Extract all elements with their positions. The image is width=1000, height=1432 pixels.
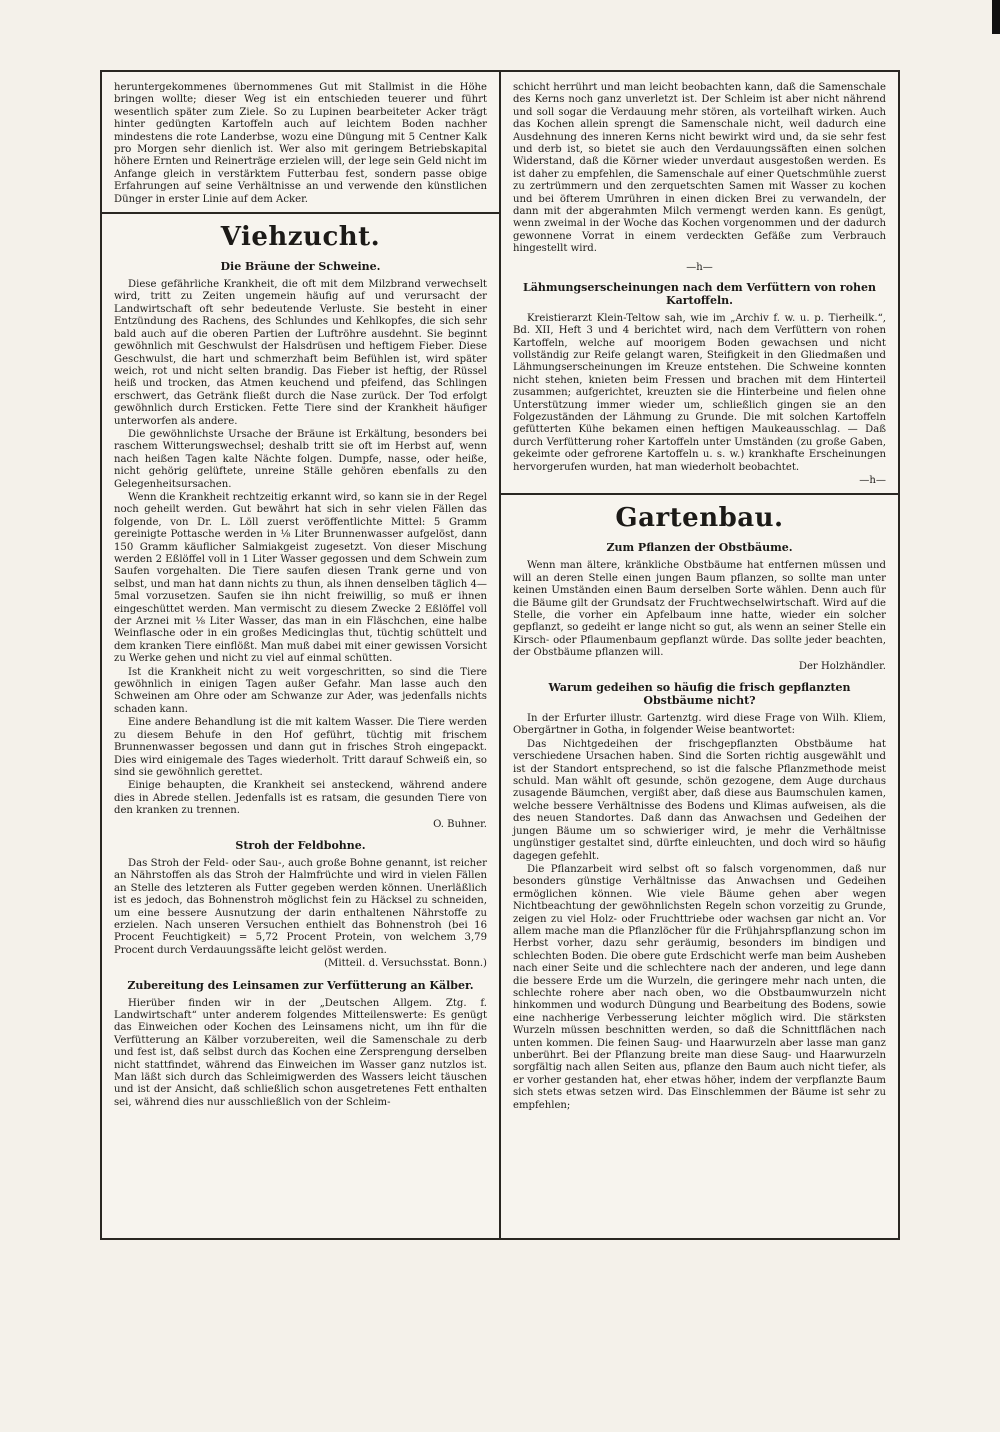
article-paragraph: Ist die Krankheit nicht zu weit vorgeschritten, so sind die Tiere gewöhnlich in einigen Tagen außer Gefahr. Man lasse auch den Schweinen am Ohre oder am Schwanze zur Ader, was jedenfalls nichts schaden kann. <box>114 666 487 715</box>
article-paragraph: Einige behaupten, die Krankheit sei ansteckend, während andere dies in Abrede stellen. Jedenfalls ist es ratsam, die gesunden Tiere von den kranken zu trennen. <box>114 780 487 817</box>
article-paragraph: Wenn die Krankheit rechtzeitig erkannt wird, so kann sie in der Regel noch geheilt werden. Gut bewährt hat sich in sehr vielen Fällen das folgende, von Dr. L. Löll zuerst veröffentlichte Mittel: 5 Gramm gereinigte Pottasche werden in ⅛ Liter Brunnenwasser aufgelöst, dann 150 Gramm käuflicher Salmiakgeist zugesetzt. Von dieser Mischung werden 2 Eßlöffel voll in 1 Liter Wasser gegossen und dem Schwein zum Saufen vorgehalten. Die Tiere saufen diesen Trank gerne und von selbst, und man hat dann nichts zu thun, als ihnen denselben täglich 4—5mal vorzusetzen. Saufen sie ihn nicht freiwillig, so muß er ihnen eingeschüttet werden. Man vermischt zu diesem Zwecke 2 Eßlöffel voll der Arznei mit ⅛ Liter Wasser, das man in ein Fläschchen, eine halbe Weinflasche oder in ein großes Medicinglas thut, tüchtig schüttelt und dem kranken Tiere einflößt. Man muß dabei mit einer gewissen Vorsicht zu Werke gehen und nicht zu viel auf einmal schütten. <box>114 491 488 665</box>
author-signature: —h— <box>859 474 886 486</box>
article-paragraph: Eine andere Behandlung ist die mit kaltem Wasser. Die Tiere werden zu diesem Behufe in den Hof geführt, tüchtig mit frischem Brunnenwasser begossen und dann gut in frisches Stroh eingepackt. Dies wird einigemale des Tages wiederholt. Tritt darauf Schweiß ein, so sind sie gewöhnlich gerettet. <box>114 717 487 778</box>
continued-paragraph: heruntergekommenes übernommenes Gut mit Stallmist in die Höhe bringen wollte; dieser Weg ist ein entschieden teuerer und führt wesentlich später zum Ziele. So zu Lupinen bearbeiteter Acker trägt hinter gedüngten Kartoffeln auch auf leichtem Boden nachher mindestens die rote Landerbse, wozu eine Düngung mit 5 Centner Kalk pro Morgen sehr dienlich ist. Wer also mit geringem Betriebskapital höhere Ernten und Reinerträge erzielen will, der lege sein Geld nicht im Anfange gleich in verstärktem Futterbau fest, sondern passe obige Erfahrungen auf seine Verhältnisse an und verwende den künstlichen Dünger in erster Linie auf dem Acker. <box>114 82 487 205</box>
article-paragraph: Das Stroh der Feld- oder Sau-, auch große Bohne genannt, ist reicher an Nährstoffen als das Stroh der Halmfrüchte und wird in vielen Fällen an Stelle des letzteren als Futter gegeben werden können. Unerläßlich ist es jedoch, das Bohnenstroh möglichst fein zu Häcksel zu schneiden, um eine bessere Ausnutzung der darin enthaltenen Nährstoffe zu erzielen. Nach unseren Versuchen enthielt das Bohnenstroh (bei 16 Procent Feuchtigkeit) = 5,72 Procent Protein, von welchem 3,79 Procent durch Verdauungssäfte leicht gelöst werden. <box>114 857 487 956</box>
article-title: Zubereitung des Leinsamen zur Verfütterung an Kälber. <box>127 978 474 992</box>
article-paragraph: Kreistierarzt Klein-Teltow sah, wie im „Archiv f. w. u. p. Tierheilk.“, Bd. XII, Heft 3 und 4 berichtet wird, nach dem Verfüttern von rohen Kartoffeln, welche auf moorigem Boden gewachsen und nicht vollständig zur Reife gelangt waren, Steifigkeit in den Gliedmaßen und Lähmungserscheinungen im Kreuze entstehen. Die Schweine konnten nicht stehen, knieten beim Fressen und brachen mit dem Hinterteil zusammen; aufgerichtet, kreuzten sie die Hinterbeine und fielen ohne Unterstützung immer wieder um, schließlich gingen sie an den Folgezuständen der Lähmung zu Grunde. Die mit solchen Kartoffeln gefütterten Kühe bekamen einen heftigen Maukeausschlag. — Daß durch Verfütterung roher Kartoffeln unter Umständen (zu große Gaben, gekeimte oder gefrorene Kartoffeln u. s. w.) krankhafte Erscheinungen hervorgerufen wurden, hat man wiederholt beobachtet. <box>513 312 886 473</box>
article-title: Stroh der Feldbohne. <box>235 838 366 852</box>
scan-edge-mark <box>992 0 1000 34</box>
article-paragraph: Das Nichtgedeihen der frischgepflanzten Obstbäume hat verschiedene Ursachen haben. Sind die Sorten richtig ausgewählt und ist der Standort entsprechend, so ist die falsche Pflanzmethode meist schuld. Man wählt oft gesunde, schön gezogene, dem Auge durchaus zusagende Bäumchen, vergißt aber, daß diese aus Baumschulen kamen, welche bessere Verhältnisse des Bodens und Klimas aufweisen, als die des neuen Standortes. Daß dann das Anwachsen und Gedeihen der jungen Bäume um so schwieriger wird, je mehr die Verhältnisse ungünstiger gestaltet sind, dürfte einleuchten, und doch wird so häufig dagegen gefehlt. <box>513 738 886 862</box>
left-column <box>102 72 501 1238</box>
section-title-gartenbau: Gartenbau. <box>615 503 784 534</box>
article-paragraph: In der Erfurter illustr. Gartenztg. wird diese Frage von Wilh. Kliem, Obergärtner in Gotha, in folgender Weise beantwortet: <box>513 713 886 737</box>
article-title: Zum Pflanzen der Obstbäume. <box>606 541 793 555</box>
article-paragraph: Die Pflanzarbeit wird selbst oft so falsch vorgenommen, daß nur besonders günstige Verhältnisse das Anwachsen und Gedeihen ermöglichen können. Wie viele Bäume gehen aber wegen Nichtbeachtung der gewöhnlichsten Regeln schon vorzeitig zu Grunde, zeigen zu viel Holz- oder Fruchttriebe oder wachsen gar nicht an. Vor allem mache man die Pflanzlöcher für die Frühjahrspflanzung schon im Herbst vorher, dazu sehr geräumig, besonders im bindigen und schlechten Boden. Die obere gute Erdschicht werfe man beim Ausheben nach einer Seite und die schlechtere nach der anderen, und lege dann die bessere Erde um die Wurzeln, die geringere mehr nach unten, die schlechte rohere aber nach oben, wo die Obstbaumwurzeln nicht hinkommen und wodurch Düngung und Bearbeitung des Bodens, sowie eine nachherige Verbesserung leichter möglich wird. Die stärksten Wurzeln müssen beschnitten werden, so daß die Schnittflächen nach unten kommen. Die feinen Saug- und Haarwurzeln aber lasse man ganz unberührt. Bei der Pflanzung breite man diese Saug- und Haarwurzeln sorgfältig nach allen Seiten aus, pflanze den Baum auch nicht tiefer, als er vorher gestanden hat, eher etwas höher, indem der verpflanzte Baum sich stets etwas setzen wird. Das Einschlemmen der Bäume ist sehr zu empfehlen; <box>513 863 886 1111</box>
section-title-viehzucht: Viehzucht. <box>220 222 381 253</box>
column-rule <box>501 493 898 495</box>
article-title: Lähmungserscheinungen nach dem Verfüttern von rohen Kartoffeln. <box>522 280 877 307</box>
right-column <box>501 72 898 1238</box>
article-paragraph: Die gewöhnlichste Ursache der Bräune ist Erkältung, besonders bei raschem Witterungswechsel; deshalb tritt sie oft im Herbst auf, wenn nach heißen Tagen kalte Nächte folgen. Dumpfe, nasse, oder heiße, nicht gehörig gelüftete, unreine Ställe gehören ebenfalls zu den Gelegenheitsursachen. <box>114 428 487 490</box>
continued-paragraph: schicht herrührt und man leicht beobachten kann, daß die Samenschale des Kerns noch ganz unverletzt ist. Der Schleim ist aber nicht nährend und soll sogar die Verdauung mehr stören, als vorteilhaft wirken. Auch das Kochen allein sprengt die Samenschale nicht, weil dadurch eine Ausdehnung des inneren Kerns nicht bewirkt wird und, da sie sehr fest und derb ist, so bietet sie auch den Verdauungssäften einen solchen Widerstand, daß die Körner wieder unverdaut ausgestoßen werden. Es ist daher zu empfehlen, die Samenschale auf einer Quetschmühle zuerst zu zertrümmern und den zerquetschten Samen mit Wasser zu kochen und bei öfterem Umrühren in einen dicken Brei zu verwandeln, der dann mit der abgerahmten Milch vermengt werden kann. Es genügt, wenn zweimal in der Woche das Kochen vorgenommen und der dadurch gewonnene Vorrat in einem verdeckten Gefäße zum Verbrauch hingestellt wird. <box>513 82 886 255</box>
newspaper-page <box>100 70 900 1240</box>
author-signature: Der Holzhändler. <box>798 660 886 672</box>
source-signature: (Mitteil. d. Versuchsstat. Bonn.) <box>324 958 487 970</box>
column-rule <box>102 212 499 214</box>
author-signature: —h— <box>686 261 713 273</box>
article-title: Warum gedeihen so häufig die frisch gepflanzten Obstbäume nicht? <box>548 681 851 708</box>
article-paragraph: Hierüber finden wir in der „Deutschen Allgem. Ztg. f. Landwirtschaft“ unter anderem folgendes Mitteilenswerte: Es genügt das Einweichen oder Kochen des Leinsamens nicht, um ihn für die Verfütterung an Kälber vorzubereiten, weil die Samenschale zu derb und fest ist, daß selbst durch das Kochen eine Zersprengung derselben nicht stattfindet, während das Einweichen im Wasser ganz nutzlos ist. Man läßt sich durch das Schleimigwerden des Wassers leicht täuschen und ist der Ansicht, daß schließlich schon ausgetretenes Fett enthalten sei, während dies nur ausschließlich von der Schleim- <box>114 997 487 1108</box>
article-paragraph: Diese gefährliche Krankheit, die oft mit dem Milzbrand verwechselt wird, tritt zu Zeiten ungemein häufig auf und verursacht der Landwirtschaft oft sehr bedeutende Verluste. Sie besteht in einer Entzündung des Rachens, des Schlundes und Kehlkopfes, die sich sehr bald auch auf die oberen Partien der Luftröhre ausdehnt. Sie beginnt gewöhnlich mit Geschwulst der Halsdrüsen und heftigem Fieber. Diese Geschwulst, die hart und schmerzhaft beim Befühlen ist, wird später weich, rot und nicht selten brandig. Das Fieber ist heftig, der Rüssel heiß und trocken, das Atmen keuchend und pfeifend, das Schlingen erschwert, das Getränk fließt durch die Nase zurück. Der Tod erfolgt gewöhnlich durch Ersticken. Fette Tiere sind der Krankheit häufiger unterworfen als andere. <box>114 279 487 427</box>
author-signature: O. Buhner. <box>433 818 487 830</box>
article-title: Die Bräune der Schweine. <box>220 260 381 274</box>
article-paragraph: Wenn man ältere, kränkliche Obstbäume hat entfernen müssen und will an deren Stelle einen jungen Baum pflanzen, so sollte man unter keinen Umständen einen Baum derselben Sorte wählen. Denn auch für die Bäume gilt der Grundsatz der Fruchtwechselwirtschaft. Wird auf die Stelle, die vorher ein Apfelbaum inne hatte, wieder ein solcher gepflanzt, so gedeiht er lange nicht so gut, als wenn an seiner Stelle ein Kirsch- oder Pflaumenbaum gepflanzt würde. Das sollte jeder beachten, der Obstbäume pflanzen will. <box>513 560 886 659</box>
